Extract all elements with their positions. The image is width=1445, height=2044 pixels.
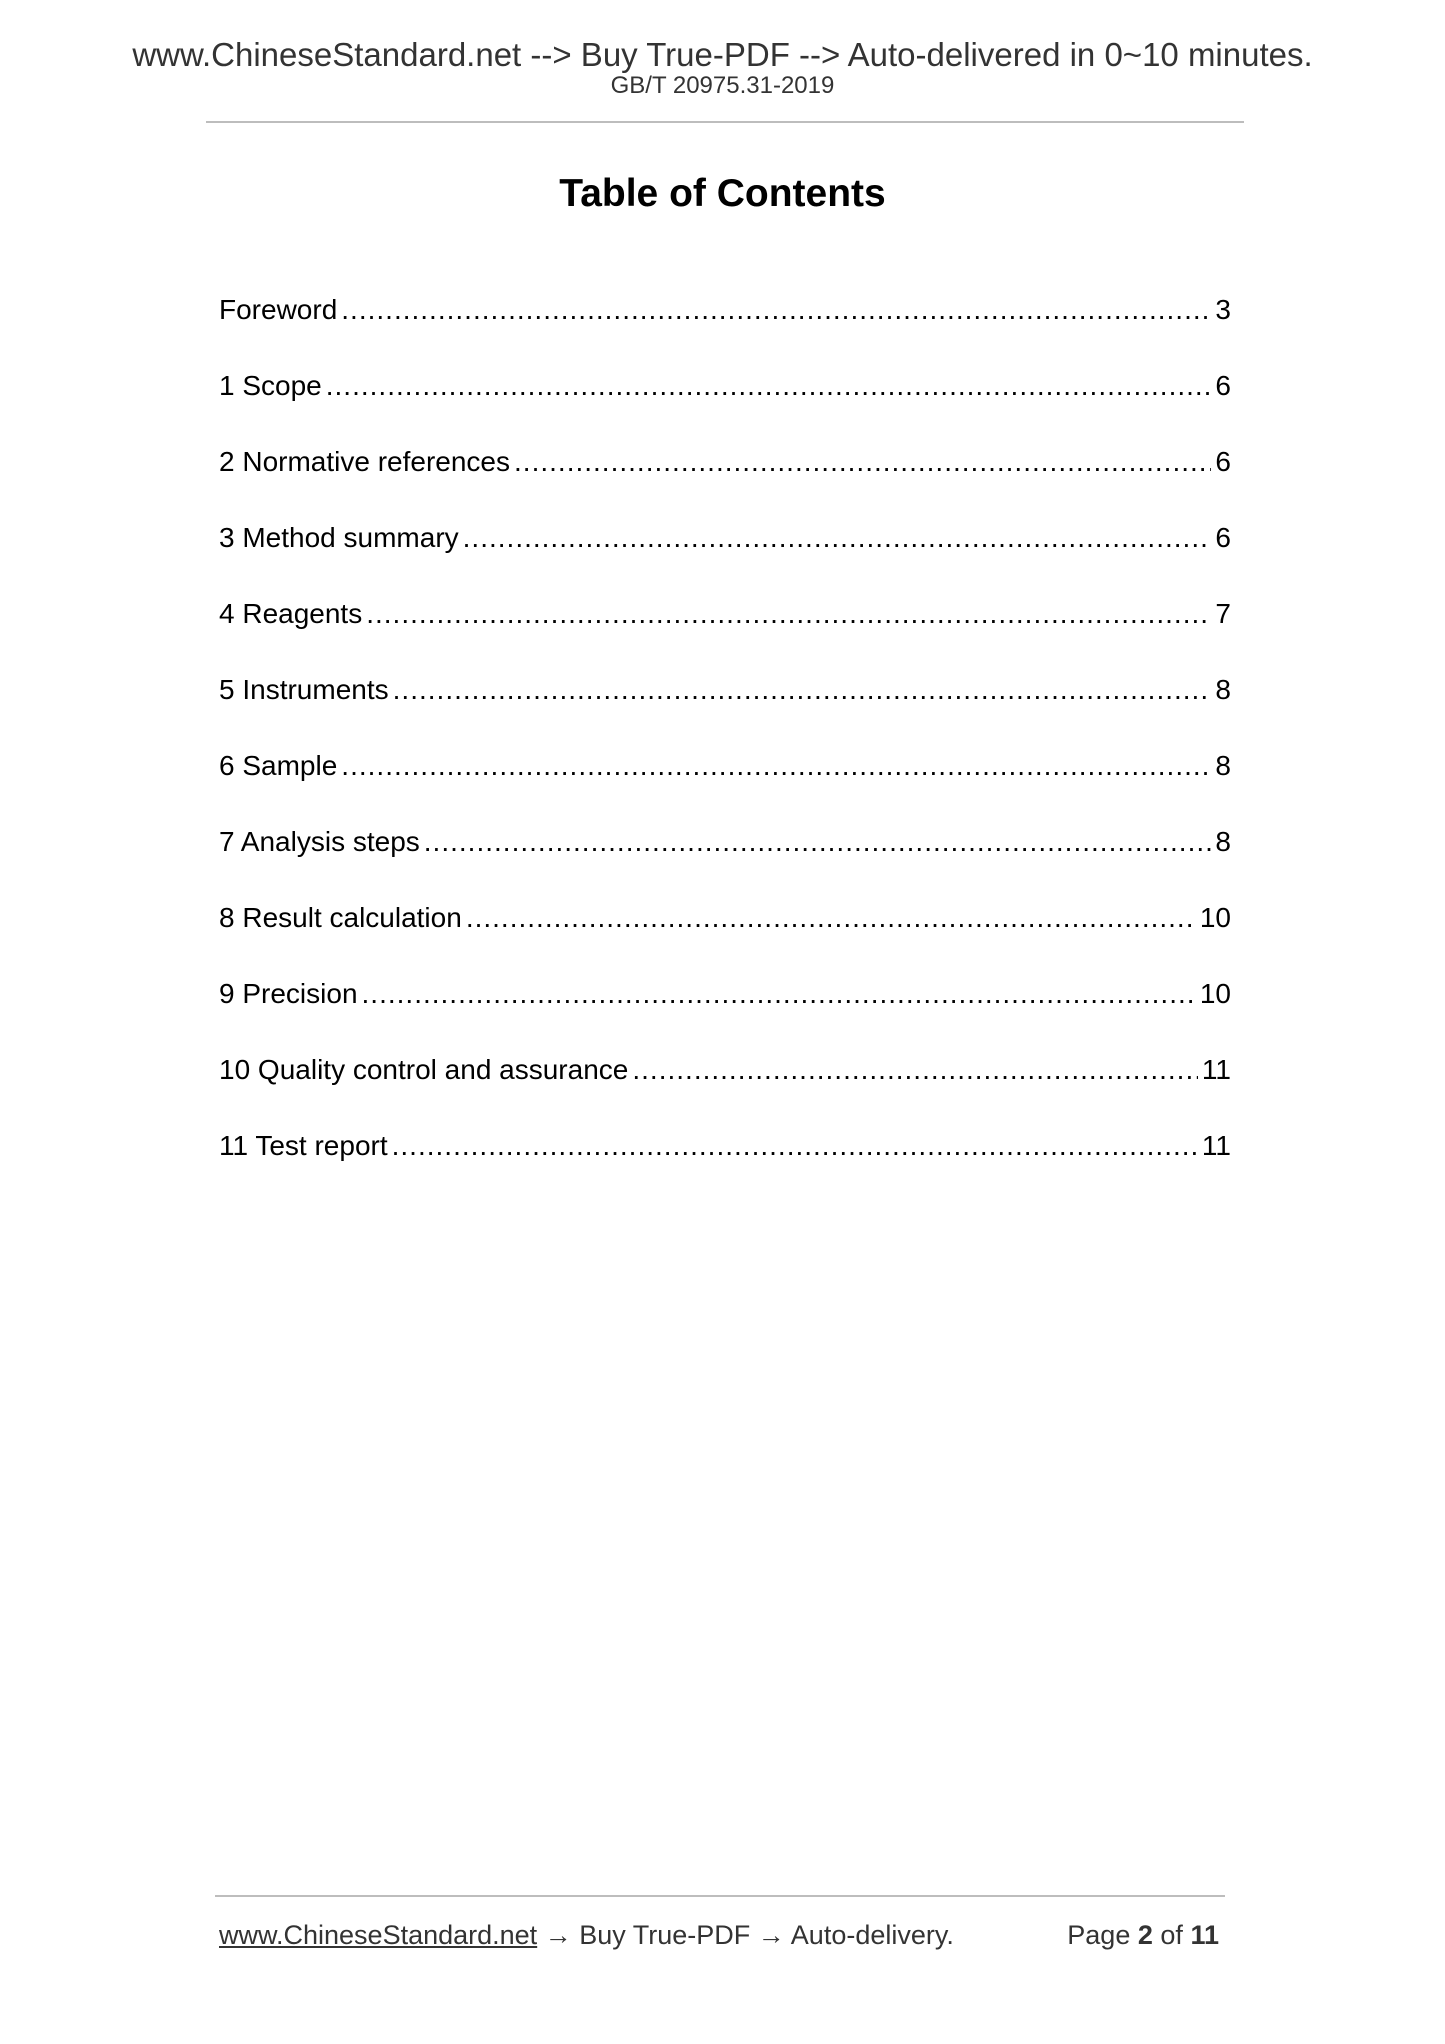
toc-list	[219, 292, 1231, 1204]
page-number	[1067, 1918, 1219, 1952]
toc-entry-page: 10	[1199, 902, 1231, 933]
toc-title: Table of Contents	[559, 172, 886, 215]
toc-entry-label: 8 Result calculation	[219, 902, 462, 933]
toc-leader-dots	[341, 748, 1211, 784]
toc-entry-label: 9 Precision	[219, 978, 358, 1009]
toc-entry-test-report[interactable]	[219, 1128, 1231, 1204]
toc-entry-label: 11 Test report	[219, 1130, 388, 1161]
toc-entry-page: 8	[1215, 674, 1231, 705]
footer-source	[219, 1918, 954, 1952]
of-word: of	[1160, 1920, 1183, 1950]
toc-leader-dots	[362, 976, 1196, 1012]
header-divider	[206, 121, 1244, 123]
toc-entry-precision[interactable]	[219, 976, 1231, 1052]
page-word: Page	[1067, 1920, 1131, 1950]
toc-entry-page: 8	[1215, 826, 1231, 857]
toc-entry-page: 11	[1201, 1130, 1231, 1161]
page-footer	[219, 1918, 1219, 1952]
toc-entry-page: 7	[1215, 598, 1231, 629]
toc-leader-dots	[463, 520, 1212, 556]
document-code: GB/T 20975.31-2019	[610, 72, 835, 99]
toc-leader-dots	[466, 900, 1196, 936]
toc-entry-normative-references[interactable]	[219, 444, 1231, 520]
footer-delivery-text: Auto-delivery.	[790, 1920, 954, 1950]
toc-entry-quality-control[interactable]	[219, 1052, 1231, 1128]
toc-entry-foreword[interactable]	[219, 292, 1231, 368]
toc-entry-analysis-steps[interactable]	[219, 824, 1231, 900]
toc-entry-label: 6 Sample	[219, 750, 338, 781]
arrow-right-icon: →	[544, 1920, 572, 1950]
footer-website-link[interactable]: www.ChineseStandard.net	[219, 1920, 538, 1950]
footer-buy-text: Buy True-PDF	[579, 1920, 751, 1950]
toc-leader-dots	[366, 596, 1211, 632]
toc-leader-dots	[424, 824, 1212, 860]
toc-entry-label: 10 Quality control and assurance	[219, 1054, 629, 1085]
toc-entry-label: Foreword	[219, 294, 338, 325]
toc-entry-label: 7 Analysis steps	[219, 826, 420, 857]
toc-leader-dots	[392, 1128, 1198, 1164]
toc-entry-page: 6	[1215, 446, 1231, 477]
toc-leader-dots	[393, 672, 1212, 708]
toc-entry-page: 10	[1199, 978, 1231, 1009]
toc-entry-label: 1 Scope	[219, 370, 322, 401]
toc-entry-page: 6	[1215, 522, 1231, 553]
toc-entry-label: 3 Method summary	[219, 522, 459, 553]
arrow-right-icon: →	[757, 1920, 785, 1950]
toc-entry-page: 3	[1215, 294, 1231, 325]
footer-divider	[215, 1895, 1225, 1897]
toc-entry-page: 11	[1201, 1054, 1231, 1085]
toc-entry-scope[interactable]	[219, 368, 1231, 444]
toc-entry-label: 2 Normative references	[219, 446, 511, 477]
toc-entry-method-summary[interactable]	[219, 520, 1231, 596]
toc-entry-page: 8	[1215, 750, 1231, 781]
toc-entry-instruments[interactable]	[219, 672, 1231, 748]
source-banner: www.ChineseStandard.net --> Buy True-PDF --> Auto-delivered in 0~10 minutes.	[132, 36, 1313, 73]
toc-entry-result-calculation[interactable]	[219, 900, 1231, 976]
toc-entry-page: 6	[1215, 370, 1231, 401]
toc-leader-dots	[632, 1052, 1198, 1088]
toc-leader-dots	[326, 368, 1212, 404]
toc-leader-dots	[341, 292, 1211, 328]
toc-entry-sample[interactable]	[219, 748, 1231, 824]
toc-leader-dots	[514, 444, 1211, 480]
toc-entry-label: 4 Reagents	[219, 598, 363, 629]
toc-entry-reagents[interactable]	[219, 596, 1231, 672]
toc-entry-label: 5 Instruments	[219, 674, 389, 705]
total-page-number: 11	[1190, 1920, 1219, 1950]
current-page-number: 2	[1137, 1920, 1153, 1950]
